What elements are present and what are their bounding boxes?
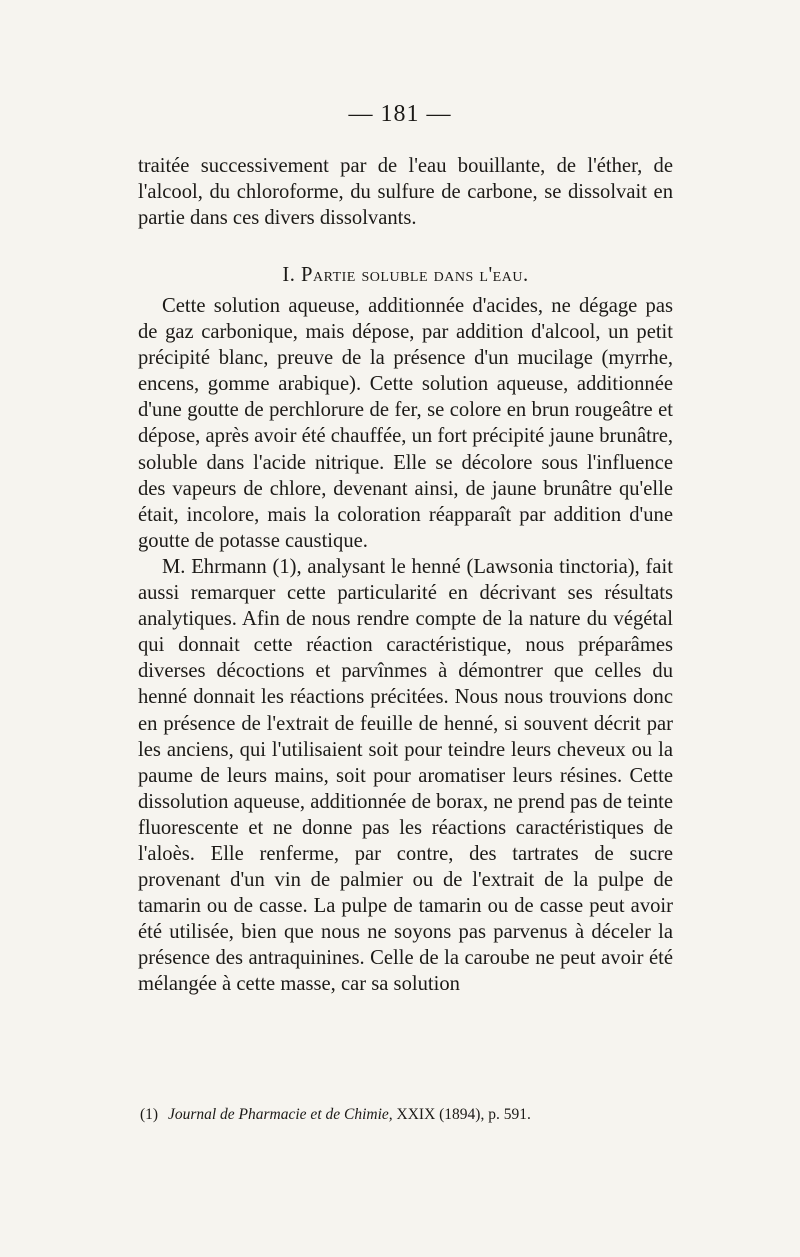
intro-paragraph: traitée successivement par de l'eau bouillante, de l'éther, de l'alcool, du chloroforme, du sulfure de carbone, se dissolvait en partie dans ces divers dissolvants. — [138, 155, 673, 230]
footnote-journal: Journal de Pharmacie et de Chimie, — [167, 1106, 393, 1123]
footnote-reference: XXIX (1894), p. 591. — [396, 1106, 531, 1123]
body-text — [138, 293, 673, 998]
paragraph-ehrmann: M. Ehrmann (1), analysant le henné (Lawsonia tinctoria), fait aussi remarquer cette particularité en décrivant ses résultats analytiques. Afin de nous rendre compte de la nature du végétal qui donnait cette réaction caractéristique, nous préparâmes diverses décoctions et parvînmes à démontrer que celles du henné donnait les réactions précitées. Nous nous trouvions donc en présence de l'extrait de feuille de henné, si souvent décrit par les anciens, qui l'utilisaient soit pour teindre leurs cheveux ou la paume de leurs mains, soit pour aromatiser leurs résines. Cette dissolution aqueuse, additionnée de borax, ne prend pas de teinte fluorescente et ne donne pas les réactions caractéristiques de l'aloès. Elle renferme, par contre, des tartrates de sucre provenant d'un vin de palmier ou de l'extrait de la pulpe de tamarin ou de casse. La pulpe de tamarin ou de casse peut avoir été utilisée, bien que nous ne soyons pas parvenus à déceler la présence des antraquinines. Celle de la caroube ne peut avoir été mélangée à cette masse, car sa solution — [138, 555, 673, 996]
page-number: — 181 — — [348, 101, 452, 127]
section-heading: I. Partie soluble dans l'eau. — [282, 264, 529, 286]
footnote-marker: (1) — [140, 1106, 159, 1123]
intro-text — [138, 153, 673, 231]
footnote — [140, 1105, 670, 1125]
paragraph-solution: Cette solution aqueuse, additionnée d'acides, ne dégage pas de gaz carbonique, mais dépose, par addition d'alcool, un petit précipité blanc, preuve de la présence d'un mucilage (myrrhe, encens, gomme arabique). Cette solution aqueuse, additionnée d'une goutte de perchlorure de fer, se colore en brun rougeâtre et dépose, après avoir été chauffée, un fort précipité jaune brunâtre, soluble dans l'acide nitrique. Elle se décolore sous l'influence des vapeurs de chlore, devenant ainsi, de jaune brunâtre qu'elle était, incolore, mais la coloration réapparaît par addition d'une goutte de potasse caustique. — [138, 295, 673, 552]
